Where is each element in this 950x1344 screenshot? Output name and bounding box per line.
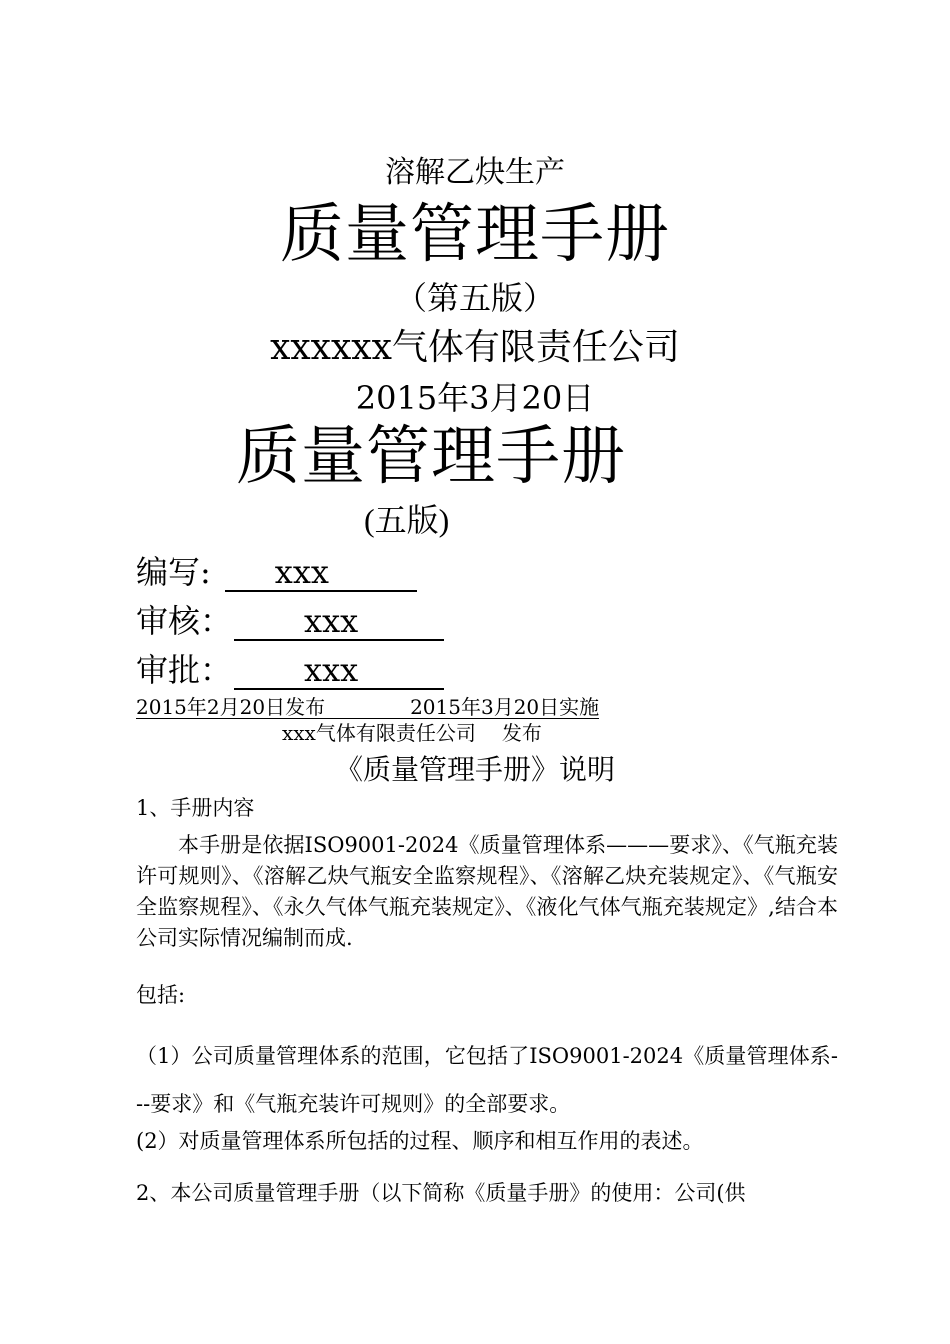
intro-paragraph: 本手册是依据ISO9001-2024《质量管理体系———要求》、《气瓶充装许可规则》、《溶解乙炔气瓶安全监察规程》、《溶解乙炔充装规定》、《气瓶安全监察规程》、《永久气体气瓶充装规定》、《液化气体气瓶充装规定》,结合本公司实际情况编制而成. — [136, 833, 838, 950]
notes-title: 《质量管理手册》说明 — [334, 753, 615, 786]
signature-label: 审核： — [136, 602, 233, 640]
signature-name: xxx — [234, 605, 444, 641]
signature-name: xxx — [234, 654, 444, 690]
signature-name: xxx — [225, 556, 417, 592]
publisher-name: xxx气体有限责任公司 — [282, 721, 476, 745]
section-heading: 1、手册内容 — [136, 796, 255, 820]
cover-date: 2015年3月20日 — [355, 379, 595, 417]
cover-company: xxxxxx气体有限责任公司 — [270, 327, 680, 368]
inner-edition: (五版) — [364, 502, 450, 538]
publish-word: 发布 — [501, 721, 542, 745]
cover-title: 质量管理手册 — [280, 198, 670, 272]
signature-author — [136, 553, 417, 592]
signature-label: 编写: — [136, 553, 211, 591]
section-heading: 2、本公司质量管理手册（以下简称《质量手册》的使用：公司(供 — [136, 1181, 746, 1205]
signature-approver — [136, 651, 444, 690]
release-dates — [136, 697, 599, 719]
includes-label: 包括: — [136, 983, 186, 1007]
signature-label: 审批： — [136, 651, 233, 689]
effective-date: 2015年3月20日实施 — [410, 695, 600, 719]
cover-subtitle: 溶解乙炔生产 — [385, 155, 565, 190]
issue-date: 2015年2月20日发布 — [136, 695, 326, 719]
list-item: （1）公司质量管理体系的范围，它包括了ISO9001-2024《质量管理体系---要求》和《气瓶充装许可规则》的全部要求。 — [136, 1044, 838, 1116]
list-item: (2）对质量管理体系所包括的过程、顺序和相互作用的表述。 — [136, 1129, 704, 1153]
inner-title: 质量管理手册 — [236, 420, 626, 494]
signature-reviewer — [136, 602, 444, 641]
publisher-line — [282, 723, 542, 743]
cover-edition: （第五版） — [394, 279, 555, 317]
